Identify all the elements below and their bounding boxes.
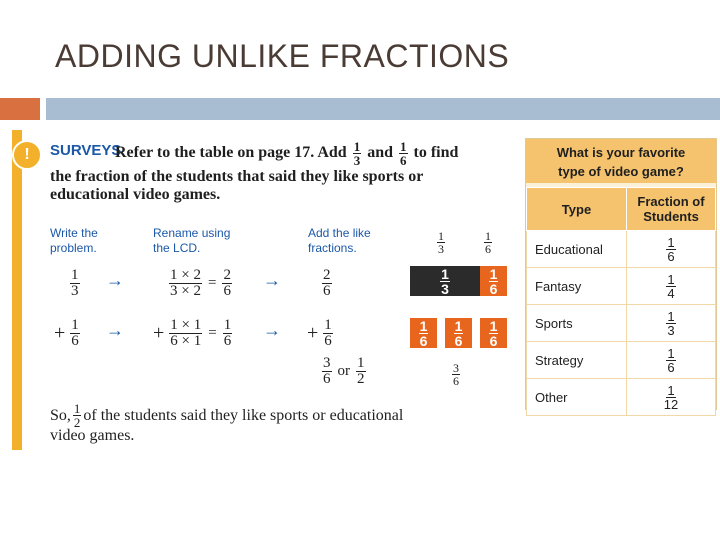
- cell-type: Other: [527, 379, 627, 416]
- arrow-icon: →: [263, 320, 281, 340]
- slide-title: ADDING UNLIKE FRACTIONS: [55, 38, 510, 74]
- prompt-line-2: the fraction of the students that said they like sports or: [50, 168, 424, 185]
- table-row: [527, 231, 716, 268]
- cell-type: Sports: [527, 305, 627, 342]
- col-fraction-header: Fraction of Students: [627, 188, 716, 231]
- conclusion-line-2: video games.: [50, 427, 135, 444]
- arrow-icon: →: [263, 270, 281, 290]
- add-top: $\frac{2}{6}$: [323, 267, 331, 299]
- conclusion-line-1: So, $\frac{1}{2}$ of the students said they like sports or educational: [50, 401, 404, 430]
- arrow-icon: →: [106, 270, 124, 290]
- fraction-one-third: $\frac{1}{3}$: [353, 139, 361, 168]
- cell-type: Strategy: [527, 342, 627, 379]
- survey-table-title: What is your favorite type of video game?: [526, 139, 716, 183]
- accent-bar-orange: [0, 98, 40, 120]
- step-write-label: Write the problem.: [50, 226, 98, 255]
- prompt-line-3: educational video games.: [50, 186, 221, 203]
- cell-fraction: $\frac{1}{6}$: [627, 342, 716, 379]
- textbook-excerpt: [10, 130, 720, 450]
- cell-fraction: $\frac{1}{12}$: [627, 379, 716, 416]
- col-type-header: Type: [527, 188, 627, 231]
- table-row: [527, 342, 716, 379]
- step-add-label: Add the like fractions.: [308, 226, 371, 255]
- cell-fraction: $\frac{1}{6}$: [627, 231, 716, 268]
- model-tile-sixth-3: $\frac{1}{6}$: [480, 318, 507, 348]
- arrow-icon: →: [106, 320, 124, 340]
- accent-bar-blue: [46, 98, 720, 120]
- model-label-one-sixth: $\frac{1}{6}$: [485, 229, 491, 256]
- table-row: [527, 305, 716, 342]
- side-rail: [12, 130, 22, 450]
- alert-icon: !: [12, 140, 42, 170]
- write-bottom: + $\frac{1}{6}$: [54, 317, 79, 349]
- model-label-one-third: $\frac{1}{3}$: [438, 229, 444, 256]
- prompt-line-1: Refer to the table on page 17. Add $\frac{1}{3}$ and $\frac{1}{6}$ to find: [115, 139, 459, 168]
- rename-bottom: + $\frac{1 \times 1}{6 \times 1}$ = $\frac{1}{6}$: [153, 317, 232, 349]
- table-row: [527, 268, 716, 305]
- model-tile-sixth-2: $\frac{1}{6}$: [445, 318, 472, 348]
- cell-type: Fantasy: [527, 268, 627, 305]
- model-tile-sixth-1: $\frac{1}{6}$: [410, 318, 437, 348]
- survey-table: [526, 187, 716, 416]
- cell-type: Educational: [527, 231, 627, 268]
- model-tile-one-third: $\frac{1}{3}$: [410, 266, 480, 296]
- survey-table-panel: [525, 138, 717, 410]
- add-bottom: + $\frac{1}{6}$: [307, 317, 332, 349]
- model-tile-one-sixth: $\frac{1}{6}$: [480, 266, 507, 296]
- surveys-heading: SURVEYS: [50, 142, 122, 159]
- cell-fraction: $\frac{1}{3}$: [627, 305, 716, 342]
- model-label-sum: $\frac{3}{6}$: [453, 361, 459, 388]
- fraction-one-sixth: $\frac{1}{6}$: [400, 139, 407, 168]
- table-row: [527, 379, 716, 416]
- sum-result: $\frac{3}{6}$ or $\frac{1}{2}$: [323, 355, 365, 387]
- write-top: $\frac{1}{3}$: [71, 267, 79, 299]
- rename-top: $\frac{1 \times 2}{3 \times 2}$ = $\frac{2}{6}$: [170, 267, 231, 299]
- cell-fraction: $\frac{1}{4}$: [627, 268, 716, 305]
- step-rename-label: Rename using the LCD.: [153, 226, 231, 255]
